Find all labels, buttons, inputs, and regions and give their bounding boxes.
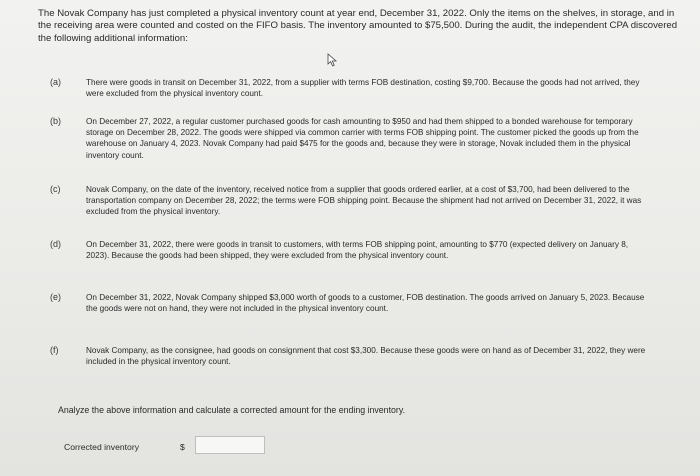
item-label: (c) bbox=[50, 184, 61, 194]
corrected-inventory-input[interactable] bbox=[195, 436, 265, 454]
answer-row bbox=[64, 436, 364, 456]
item-text: Novak Company, as the consignee, had goods on consignment that cost $3,300. Because these goods were on hand as of December 31, 2022, they were included in the physical inventory count. bbox=[86, 346, 646, 367]
item-label: (d) bbox=[50, 239, 61, 249]
cursor-icon bbox=[327, 53, 339, 67]
item-text: There were goods in transit on December 31, 2022, from a supplier with terms FOB destination, costing $9,700. Because the goods had not arrived, they were excluded from the physical inventory count. bbox=[86, 78, 640, 99]
item-label: (f) bbox=[50, 345, 59, 355]
question-prompt: Analyze the above information and calculate a corrected amount for the ending inventory. bbox=[58, 405, 406, 415]
item-label: (a) bbox=[50, 77, 61, 87]
intro-paragraph: The Novak Company has just completed a physical inventory count at year end, December 31, 2022. Only the items on the shelves, in storage, and in the receiving area were counted and costed on the FIFO basis. The inventory amounted to $75,500. During the audit, the independent CPA discovered the following additional information: bbox=[38, 8, 678, 44]
item-label: (e) bbox=[50, 292, 61, 302]
item-text: On December 27, 2022, a regular customer purchased goods for cash amounting to $950 and had them shipped to a bonded warehouse for temporary storage on December 28, 2022. The goods were shipped via common carrier with terms FOB shipping point. The customer picked the goods up from the warehouse on January 4, 2023. Novak Company had paid $475 for the goods and, because they were in storage, Novak included them in the physical inventory count. bbox=[86, 117, 639, 160]
item-text: Novak Company, on the date of the inventory, received notice from a supplier that goods ordered earlier, at a cost of $3,700, had been delivered to the transportation company on December 28, 2022; the terms were FOB shipping point. Because the shipment had not arrived on December 31, 2022, it was excluded from the physical inventory. bbox=[86, 185, 642, 217]
item-label: (b) bbox=[50, 116, 61, 126]
item-text: On December 31, 2022, Novak Company shipped $3,000 worth of goods to a customer, FOB destination. The goods arrived on January 5, 2023. Because the goods were not on hand, they were not included in the physical inventory count. bbox=[86, 293, 645, 314]
item-text: On December 31, 2022, there were goods in transit to customers, with terms FOB shipping point, amounting to $770 (expected delivery on January 8, 2023). Because the goods had been shipped, they were excluded from the physical inventory count. bbox=[86, 240, 629, 261]
currency-symbol: $ bbox=[180, 442, 185, 452]
corrected-inventory-label: Corrected inventory bbox=[64, 442, 139, 452]
